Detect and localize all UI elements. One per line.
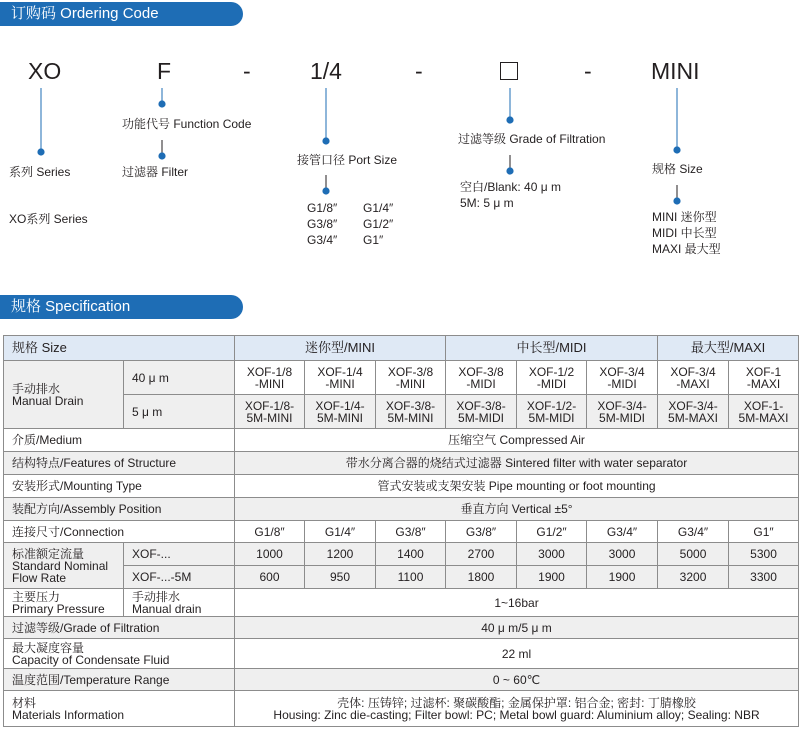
model-cell: XOF-3/4 -MIDI bbox=[587, 361, 658, 395]
size-value-2: MIDI 中长型 bbox=[652, 226, 717, 240]
table-header-row bbox=[4, 336, 799, 361]
temperature-value: 0 ~ 60℃ bbox=[235, 669, 799, 691]
dot-port-value bbox=[322, 187, 329, 194]
table-row-40um bbox=[4, 361, 799, 395]
grade-value-1: 空白/Blank: 40 μ m bbox=[460, 180, 561, 194]
model-cell: XOF-3/8 -MINI bbox=[376, 361, 446, 395]
specification-title: 规格 Specification bbox=[11, 298, 131, 315]
flow-cell: 1800 bbox=[446, 566, 517, 589]
port-value-4: G1/2″ bbox=[363, 217, 394, 231]
port-value-5: G3/4″ bbox=[307, 233, 338, 247]
port-label: 接管口径 Port Size bbox=[297, 153, 398, 167]
table-row-flow-1 bbox=[4, 543, 799, 566]
table-row-5um bbox=[4, 395, 799, 429]
model-cell: XOF-3/4- 5M-MIDI bbox=[587, 395, 658, 429]
flow-cell: 1000 bbox=[235, 543, 305, 566]
flow-cell: 1100 bbox=[376, 566, 446, 589]
model-cell: XOF-1/2 -MIDI bbox=[517, 361, 587, 395]
model-cell: XOF-3/4 -MAXI bbox=[658, 361, 729, 395]
model-cell: XOF-1/2- 5M-MIDI bbox=[517, 395, 587, 429]
function-label: 功能代号 Function Code bbox=[122, 117, 252, 131]
code-dash-2: - bbox=[415, 58, 423, 84]
code-series: XO bbox=[28, 58, 62, 84]
condensate-label: 最大凝度容量 Capacity of Condensate Fluid bbox=[4, 639, 235, 669]
model-cell: XOF-3/4- 5M-MAXI bbox=[658, 395, 729, 429]
dot-size bbox=[673, 146, 680, 153]
assembly-value: 垂直方向 Vertical ±5° bbox=[235, 498, 799, 521]
model-cell: XOF-1/8 -MINI bbox=[235, 361, 305, 395]
model-cell: XOF-1- 5M-MAXI bbox=[729, 395, 799, 429]
connection-cell: G1″ bbox=[729, 521, 799, 543]
size-header: 规格 Size bbox=[4, 336, 235, 361]
grade-label: 过滤等级/Grade of Filtration bbox=[4, 617, 235, 639]
grade-value-2: 5M: 5 μ m bbox=[460, 196, 514, 210]
port-value-3: G3/8″ bbox=[307, 217, 338, 231]
flow-cell: 950 bbox=[305, 566, 376, 589]
grade-40-label: 40 μ m bbox=[124, 361, 235, 395]
assembly-label: 装配方向/Assembly Position bbox=[4, 498, 235, 521]
flow-cell: 3000 bbox=[587, 543, 658, 566]
table-row-flow-2 bbox=[4, 566, 799, 589]
group-midi: 中长型/MIDI bbox=[446, 336, 658, 361]
mounting-label: 安装形式/Mounting Type bbox=[4, 475, 235, 498]
size-value-3: MAXI 最大型 bbox=[652, 242, 721, 256]
table-row-pressure bbox=[4, 589, 799, 617]
structure-label: 结构特点/Features of Structure bbox=[4, 452, 235, 475]
flow-label: 标准额定流量 Standard Nominal Flow Rate bbox=[4, 543, 124, 589]
model-cell: XOF-3/8- 5M-MIDI bbox=[446, 395, 517, 429]
code-dash-3: - bbox=[584, 58, 592, 84]
grade-value: 40 μ m/5 μ m bbox=[235, 617, 799, 639]
flow-cell: 1200 bbox=[305, 543, 376, 566]
dot-grade bbox=[506, 116, 513, 123]
table-row-structure bbox=[4, 452, 799, 475]
model-cell: XOF-1/8- 5M-MINI bbox=[235, 395, 305, 429]
flow-cell: 5000 bbox=[658, 543, 729, 566]
mounting-value: 管式安装或支架安装 Pipe mounting or foot mounting bbox=[235, 475, 799, 498]
dot-size-value bbox=[673, 197, 680, 204]
specification-table bbox=[3, 335, 799, 727]
flow-cell: 600 bbox=[235, 566, 305, 589]
code-function: F bbox=[157, 58, 172, 84]
condensate-value: 22 ml bbox=[235, 639, 799, 669]
series-label: 系列 Series bbox=[9, 165, 71, 179]
flow-cell: 1400 bbox=[376, 543, 446, 566]
table-row-connection bbox=[4, 521, 799, 543]
flow-cell: 1900 bbox=[517, 566, 587, 589]
port-value-1: G1/8″ bbox=[307, 201, 338, 215]
series-value: XO系列 Series bbox=[9, 212, 88, 226]
group-maxi: 最大型/MAXI bbox=[658, 336, 799, 361]
port-value-2: G1/4″ bbox=[363, 201, 394, 215]
flow-cell: 3300 bbox=[729, 566, 799, 589]
table-row-medium bbox=[4, 429, 799, 452]
manual-drain-label: 手动排水 Manual Drain bbox=[4, 361, 124, 429]
connection-cell: G1/4″ bbox=[305, 521, 376, 543]
dot-grade-value bbox=[506, 167, 513, 174]
specification-banner bbox=[0, 295, 243, 319]
connection-cell: G3/8″ bbox=[446, 521, 517, 543]
pressure-label: 主要压力 Primary Pressure bbox=[4, 589, 124, 617]
flow-cell: 2700 bbox=[446, 543, 517, 566]
model-cell: XOF-3/8- 5M-MINI bbox=[376, 395, 446, 429]
pressure-value: 1~16bar bbox=[235, 589, 799, 617]
model-cell: XOF-3/8 -MIDI bbox=[446, 361, 517, 395]
table-row-assembly bbox=[4, 498, 799, 521]
dot-port bbox=[322, 137, 329, 144]
materials-label: 材料 Materials Information bbox=[4, 691, 235, 727]
grade-label: 过滤等级 Grade of Filtration bbox=[458, 132, 606, 146]
ordering-code-title: 订购码 Ordering Code bbox=[11, 5, 159, 22]
dot-function-value bbox=[158, 152, 165, 159]
dot-series bbox=[37, 148, 44, 155]
function-value: 过滤器 Filter bbox=[122, 165, 189, 179]
table-row-grade bbox=[4, 617, 799, 639]
pressure-sub: 手动排水 Manual drain bbox=[124, 589, 235, 617]
table-row-mounting bbox=[4, 475, 799, 498]
flow-cell: 3000 bbox=[517, 543, 587, 566]
flow-sub-2: XOF-...-5M bbox=[124, 566, 235, 589]
connection-label: 连接尺寸/Connection bbox=[4, 521, 235, 543]
connection-cell: G1/2″ bbox=[517, 521, 587, 543]
code-dash-1: - bbox=[243, 58, 251, 84]
size-label: 规格 Size bbox=[652, 162, 703, 176]
materials-value: 壳体: 压铸锌; 过滤杯: 聚碳酸酯; 金属保护罩: 铝合金; 密封: 丁腈橡胶 Housing: Zinc die-casting; Filter bowl: PC; Metal bowl guard: Aluminium alloy; Sealing: NBR bbox=[235, 691, 799, 727]
medium-label: 介质/Medium bbox=[4, 429, 235, 452]
grade-5-label: 5 μ m bbox=[124, 395, 235, 429]
model-cell: XOF-1/4 -MINI bbox=[305, 361, 376, 395]
port-value-6: G1″ bbox=[363, 233, 384, 247]
table-row-temperature bbox=[4, 669, 799, 691]
connection-cell: G3/8″ bbox=[376, 521, 446, 543]
connection-cell: G3/4″ bbox=[658, 521, 729, 543]
structure-value: 带水分离合器的烧结式过滤器 Sintered filter with water separator bbox=[235, 452, 799, 475]
model-cell: XOF-1 -MAXI bbox=[729, 361, 799, 395]
temperature-label: 温度范围/Temperature Range bbox=[4, 669, 235, 691]
medium-value: 压缩空气 Compressed Air bbox=[235, 429, 799, 452]
table-row-materials bbox=[4, 691, 799, 727]
code-size: MINI bbox=[651, 58, 700, 84]
flow-sub-1: XOF-... bbox=[124, 543, 235, 566]
dot-function bbox=[158, 100, 165, 107]
flow-cell: 5300 bbox=[729, 543, 799, 566]
code-port: 1/4 bbox=[310, 58, 342, 84]
flow-cell: 1900 bbox=[587, 566, 658, 589]
model-cell: XOF-1/4- 5M-MINI bbox=[305, 395, 376, 429]
connection-cell: G3/4″ bbox=[587, 521, 658, 543]
flow-cell: 3200 bbox=[658, 566, 729, 589]
group-mini: 迷你型/MINI bbox=[235, 336, 446, 361]
table-row-condensate bbox=[4, 639, 799, 669]
connection-cell: G1/8″ bbox=[235, 521, 305, 543]
size-value-1: MINI 迷你型 bbox=[652, 210, 717, 224]
